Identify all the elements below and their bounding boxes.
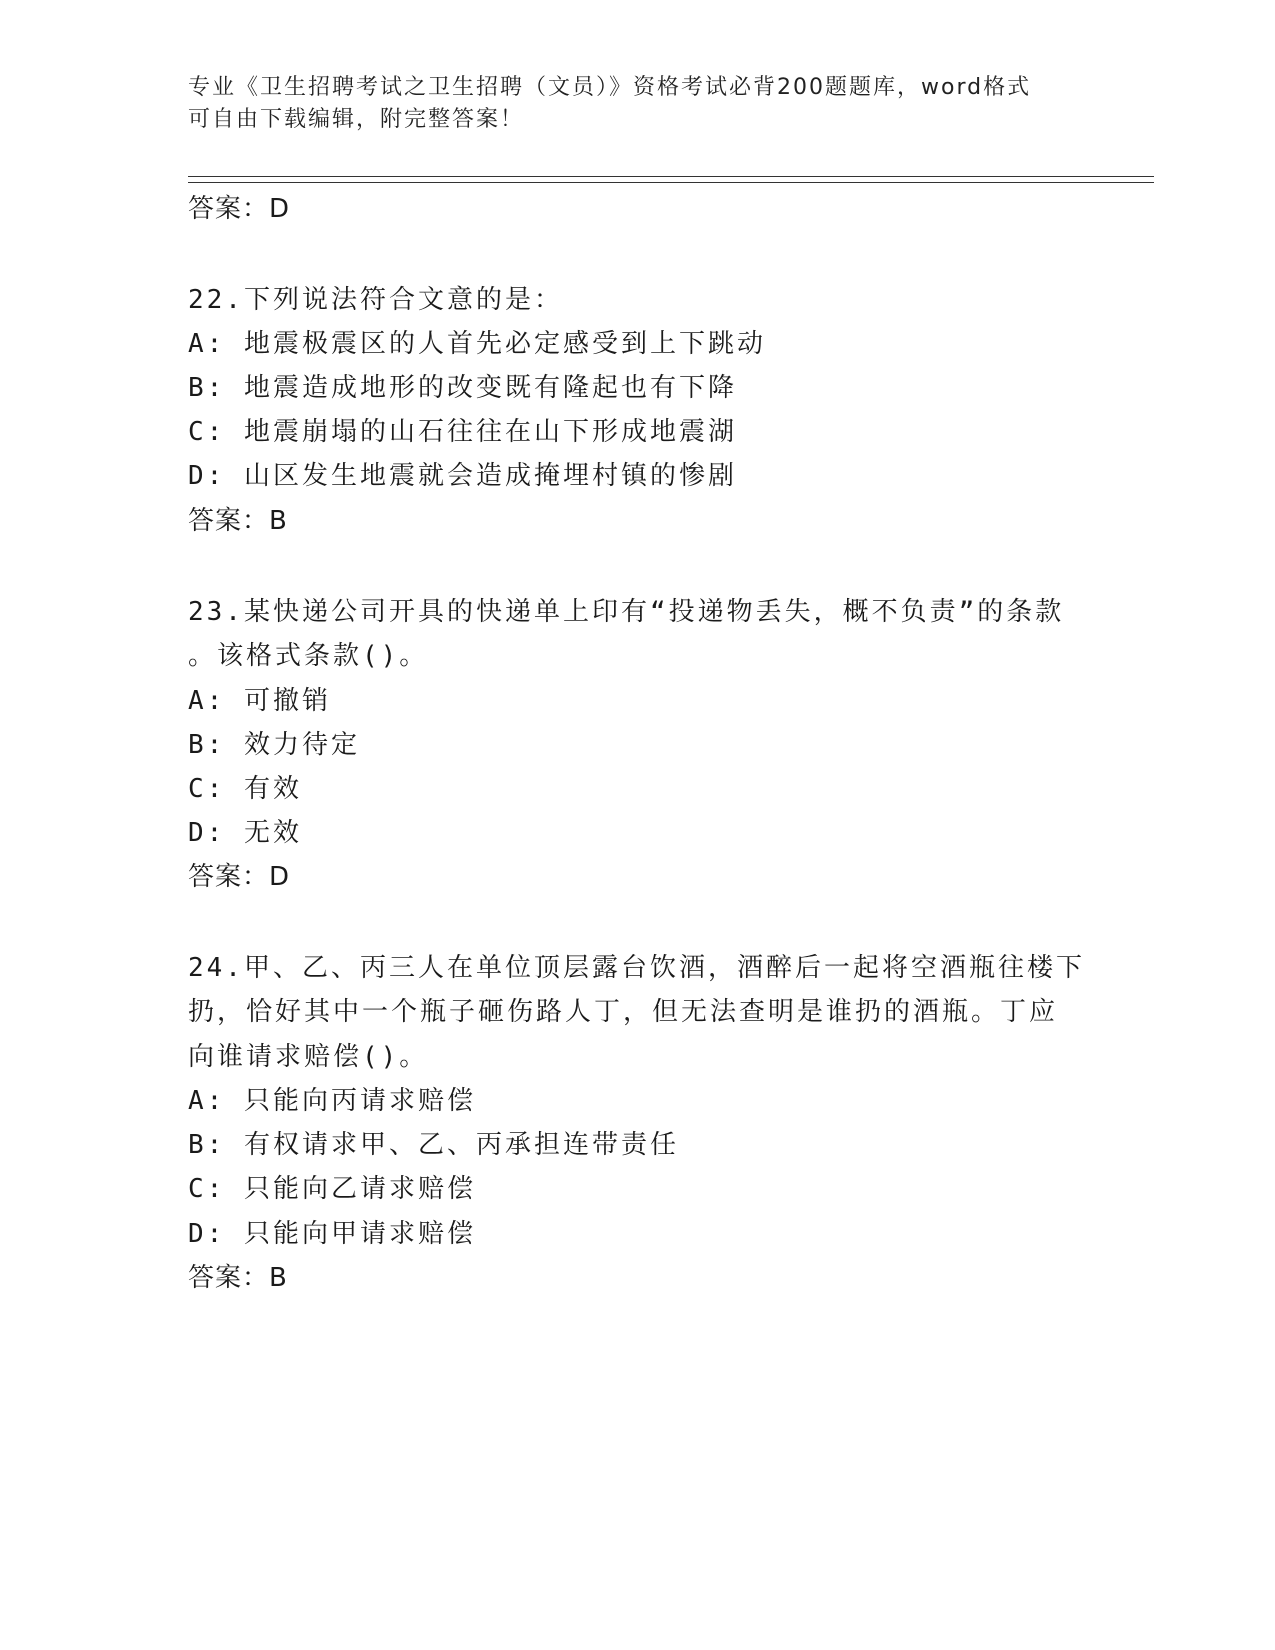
- question-22-option-a: A: 地震极震区的人首先必定感受到上下跳动: [188, 329, 766, 359]
- question-24-answer: 答案：B: [188, 1263, 288, 1293]
- header-divider-bottom: [188, 182, 1154, 183]
- question-22-option-d: D: 山区发生地震就会造成掩埋村镇的惨剧: [188, 461, 737, 491]
- question-23-option-b: B: 效力待定: [188, 730, 360, 760]
- document-header: [188, 72, 1088, 136]
- question-23-stem-line-1: 23.某快递公司开具的快递单上印有“投递物丢失，概不负责”的条款: [188, 597, 1065, 627]
- question-24-option-d: D: 只能向甲请求赔偿: [188, 1219, 476, 1249]
- question-24-stem-line-3: 向谁请求赔偿()。: [188, 1042, 429, 1072]
- question-23-stem-line-2: 。该格式条款()。: [188, 641, 429, 671]
- question-24-stem-line-1: 24.甲、乙、丙三人在单位顶层露台饮酒，酒醉后一起将空酒瓶往楼下: [188, 953, 1085, 983]
- question-22-stem-line-1: 22.下列说法符合文意的是：: [188, 285, 563, 315]
- question-23-option-c: C: 有效: [188, 774, 302, 804]
- header-divider-top: [188, 176, 1154, 177]
- question-22-answer: 答案：B: [188, 506, 288, 536]
- question-22-option-b: B: 地震造成地形的改变既有隆起也有下降: [188, 373, 737, 403]
- previous-answer: 答案：D: [188, 194, 291, 224]
- header-line-2: 可自由下载编辑，附完整答案！: [188, 107, 525, 132]
- question-24-option-b: B: 有权请求甲、乙、丙承担连带责任: [188, 1130, 679, 1160]
- question-23-answer: 答案：D: [188, 862, 291, 892]
- question-24-option-a: A: 只能向丙请求赔偿: [188, 1086, 476, 1116]
- question-23-option-d: D: 无效: [188, 818, 302, 848]
- header-line-1: 专业《卫生招聘考试之卫生招聘（文员）》资格考试必背200题题库，word格式: [188, 75, 1032, 100]
- question-22-option-c: C: 地震崩塌的山石往往在山下形成地震湖: [188, 417, 737, 447]
- question-24-option-c: C: 只能向乙请求赔偿: [188, 1174, 476, 1204]
- question-24-stem-line-2: 扔，恰好其中一个瓶子砸伤路人丁，但无法查明是谁扔的酒瓶。丁应: [188, 997, 1059, 1027]
- question-23-option-a: A: 可撤销: [188, 686, 331, 716]
